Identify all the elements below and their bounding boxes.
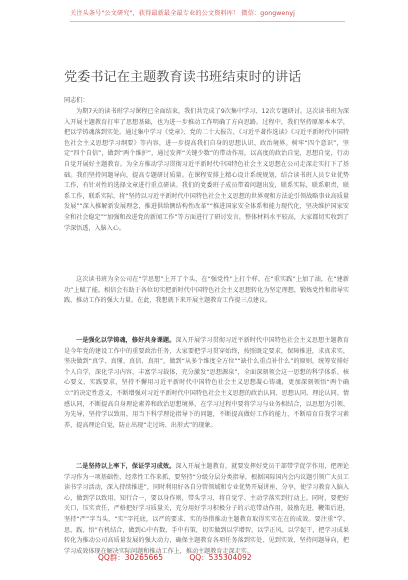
salutation: 同志们： xyxy=(64,97,89,104)
paragraph-4-text: 深入开展主题教育，就要发挥好党员干部带学促学作用，把理论学习作为一项基础性、经常性工作来抓，要坚持“分级分层分类指导，根据国际国内会内议题引领广大员工读书学习活动，深入持续推进”，同时利用好各自分管领域和专业优势开展讲座、分享，使学习教育入脑入心，做到学以致用、知行合一，要以身作则，带头学习，将自觉学、主动学落实到行动上。同时，要把好关口，压实责任，严格把好学习质量关，充分用好学习积极分子的示范带动作用，鼓励先进，鞭策后进，坚持“严”字当头、“实”字托底，以严的要求、实的举措推动主题教育取得实实在在的成效。要注重“学、思、践、悟”有机结合，做到心中有数、手中有策，切实做到以学增智、以学正风、以学促干，把学习成果转化为推动公司高质量发展的强大动力，确保主题教育各项任务落到实处、见到实效，坚持问题导向，把学习成效体现在解决实际问题和推动工作上，推动主题教育走深走实。 xyxy=(64,463,350,555)
paragraph-2 xyxy=(64,275,349,307)
paragraph-3-text: 深入开展学习贯彻习近平新时代中国特色社会主义思想主题教育是今年党的建设工作中的重要政治任务，大家要把学习贯穿始终，按照既定要求，保障推进，求真求实，坚决做到“真学、真懂、真信、真用”，做到“从多个维度全方位”“缺什么重点补什么”的原则，统筹安排好个人自学，深化学习内容，丰富学习载体，充分激发“思想源泉”，全面深刻领会这一思想的科学体系、核心要义、实践要求，坚持不懈用习近平新时代中国特色社会主义思想凝心铸魂，更加深刻领悟“两个确立”的决定性意义，不断增强对习近平新时代中国特色社会主义思想的政治认同、思想认同、理论认同、情感认同，不断提高自身理论素养和政治思想境界，在学习过程中要将学习与业务相结合，以思想为引领、为先导，坚持学以致用，用当下科学理论指导下的问题，不断提高做好工作的能力，不断培育自我学习素养，提高理论自觉，防止出现“走过场、出形式”的现象。 xyxy=(64,337,350,429)
paragraph-2-text: 这次读书班为全公司在“学思想”上开了个头，在“强党性”上打个样，在“重实践”上加了油，在“建新功”上赋了能。相信会有助于各位切实把新时代中国特色社会主义思想转化为坚定理想，锻炼党性和指导实践、推动工作的强大力量。在此，我想就下来开展主题教育工作提三点建议。 xyxy=(64,276,349,305)
paragraph-4 xyxy=(64,462,349,557)
paragraph-4-lead: 二是坚持以上率下，保证学习成效。 xyxy=(76,463,176,470)
top-banner: 关注头条号"公文研究"，获得最新最全最专业的公文资料库！ 微信：gongwenyj xyxy=(70,10,295,17)
paragraph-1 xyxy=(64,107,349,234)
paragraph-1-text: 为期7天的读书班学习课程已全面结束，我们共完成了9次集中学习、12次专题研讨。这次读书班为深入开展主题教育打牢了思想基础，也为进一步推动工作明确了方向思路。过程中，我们坚持原原本本学，把以学铸魂落到实处。通过集中学习《党章》、党的二十大报告、《习近平著作选读》《习近平新时代中国特色社会主义思想学习纲要》等内容，进一步提高我们自身的思想认识、政治境界。树牢“四个意识”，坚定“四个自信”，做到“两个维护”，通过发挥“关键少数”的带动作用，以高度的政治自觉，思想自觉，行动自觉开展好主题教育。为全方推动学习贯彻习近平新时代中国特色社会主义思想在公司走深走实打下了基础。我们坚持问题导向，提高专题研讨质量。在课程安排上精心设计系统规划，结合读书班人员专业优势工作，有针对性的选择文章进行重点研读。我们的党委班子成员带着问题出发，联系实际，联系职责，联系工作，联系实际，将“坚持以习近平新时代中国特色社会主义思想的世界观和方法论引领战略事业高质量发展”“深入推解新发展理念，推进供给侧结构性改革”“推进国家安全体系和能力现代化，坚决维护国家安全和社会稳定”“加强和改进党的新闻工作”等方面进行了研讨发言，整体材料水平较高，大家都切实收到了学深悟透，入脑入心。 xyxy=(64,108,349,232)
footer-contacts xyxy=(98,552,318,563)
paragraph-3-lead: 一是强化以学铸魂，修好共身课题。 xyxy=(76,337,176,344)
footer-qq-group: QQ群：30265665 xyxy=(98,553,163,562)
banner-divider xyxy=(70,21,345,22)
paragraph-3 xyxy=(64,336,349,431)
footer-qq: QQ：535304092 xyxy=(189,553,252,562)
document-title: 党委书记在主题教育读书班结束时的讲话 xyxy=(64,70,302,85)
